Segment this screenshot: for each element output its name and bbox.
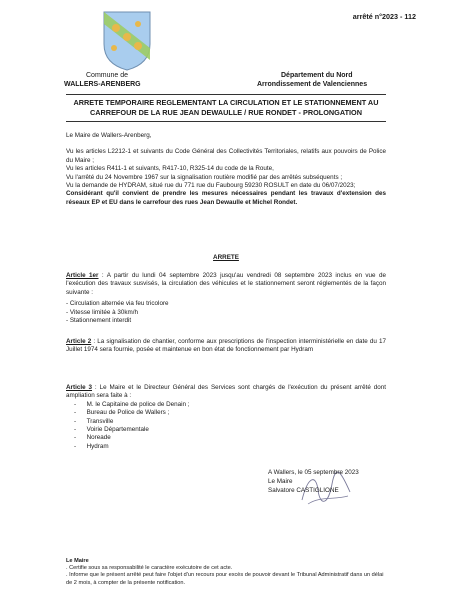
footer-line-1: . Certifie sous sa responsabilité le caractère exécutoire de cet acte. xyxy=(66,565,233,572)
vu-cgct: Vu les articles L2212-1 et suivants du Code Général des Collectivités Territoriales, relatifs aux pouvoirs de Police du Maire ; xyxy=(66,148,386,164)
article-1 xyxy=(66,272,386,325)
ampliation-item: - Transville xyxy=(74,417,114,425)
arrondissement: Arrondissement de Valenciennes xyxy=(257,81,368,88)
footer-notice xyxy=(66,558,386,587)
article-2-text: : La signalisation de chantier, conforme aux prescriptions de l'inspection interministérielle en date du 17 Juillet 1974 sera fournie, posée et maintenue en bon état de fonctionnement par Hydram xyxy=(66,338,386,354)
footer-line-2: . Informe que le présent arrêté peut faire l'objet d'un recours pour excès de pouvoir devant le Tribunal Administratif dans un délai de 2 mois, à compter de la présente notification. xyxy=(66,572,384,586)
footer-heading: Le Maire xyxy=(66,558,89,564)
article-2-label: Article 2 xyxy=(66,338,92,345)
ampliation-item: - Bureau de Police de Wallers ; xyxy=(74,409,170,417)
title-line-2: CARREFOUR DE LA RUE JEAN DEWAULLE / RUE RONDET - PROLONGATION xyxy=(89,108,362,117)
article-1-item: - Circulation alternée via feu tricolore xyxy=(66,300,169,308)
article-1-item: - Stationnement interdit xyxy=(66,317,132,325)
vu-arrete-1967: Vu l'arrêté du 24 Novembre 1967 sur la signalisation routière modifié par des arrêtés subséquents ; xyxy=(66,173,343,181)
vu-code-route: Vu les articles R411-1 et suivants, R417-10, R325-14 du code de la Route, xyxy=(66,165,274,173)
article-3-label: Article 3 xyxy=(66,384,93,391)
article-3 xyxy=(66,384,386,451)
ampliation-item: - M. le Capitaine de police de Denain ; xyxy=(74,400,190,408)
considerant: Considérant qu'il convient de prendre les mesures nécessaires pendant les travaux d'extension des réseaux EP et EU dans le carrefour des rues Jean Dewaulle et Michel Rondet. xyxy=(66,190,386,206)
commune-crest-logo xyxy=(100,8,154,72)
commune-name: WALLERS-ARENBERG xyxy=(64,81,141,88)
arrete-heading: ARRETE xyxy=(213,254,239,261)
preamble xyxy=(66,132,386,207)
ampliation-item: - Noreade xyxy=(74,434,111,442)
arrete-heading-block xyxy=(66,254,386,262)
article-2 xyxy=(66,338,386,355)
article-1-text: : A partir du lundi 04 septembre 2023 jusqu'au vendredi 08 septembre 2023 inclus en vue de l'exécution des travaux susvisés, la circulation des véhicules et le stationnement seront réglementés de la façon suivante : xyxy=(66,272,386,296)
commune-label: Commune de xyxy=(86,72,129,79)
article-3-text: : Le Maire et le Directeur Général des Services sont chargés de l'exécution du présent arrêté dont ampliation sera faite à : xyxy=(66,384,386,400)
maire-intro: Le Maire de Wallers-Arenberg, xyxy=(66,132,152,139)
signature-block xyxy=(268,468,359,495)
document-title xyxy=(66,94,386,122)
vu-demande: Vu la demande de HYDRAM, situé rue du 771 rue du Faubourg 59230 ROSULT en date du 06/07/2023; xyxy=(66,182,356,190)
signature-place-date: A Wallers, le 05 septembre 2023 xyxy=(268,469,359,476)
article-1-label: Article 1er xyxy=(66,272,99,279)
article-1-item: - Vitesse limitée à 30km/h xyxy=(66,308,138,316)
arrete-number: arrêté n°2023 - 112 xyxy=(352,12,416,21)
ampliation-item: - Voirie Départementale xyxy=(74,426,149,434)
signature-role: Le Maire xyxy=(268,478,293,485)
departement: Département du Nord xyxy=(281,72,353,79)
title-line-1: ARRETE TEMPORAIRE REGLEMENTANT LA CIRCULATION ET LE STATIONNEMENT AU xyxy=(73,98,379,107)
ampliation-item: - Hydram xyxy=(74,442,109,450)
signature-name: Salvatore CASTIGLIONE xyxy=(268,487,339,494)
